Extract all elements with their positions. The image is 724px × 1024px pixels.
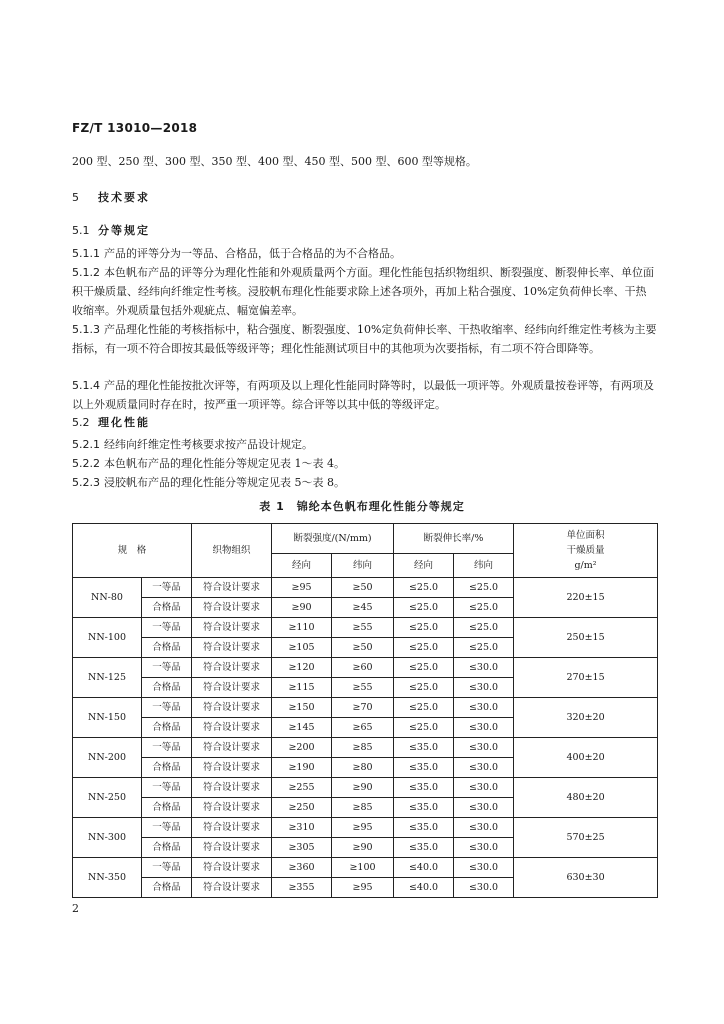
- cell-strength-weft: ≥50: [332, 578, 394, 598]
- section-number: 5.1: [72, 224, 90, 237]
- clause-text: 浸胶帆布产品的理化性能分等规定见表 5～表 8。: [104, 476, 345, 489]
- section-title: 技术要求: [98, 191, 150, 204]
- clause-5-2-2: [72, 454, 657, 473]
- cell-elongation-warp: ≤25.0: [394, 618, 454, 638]
- clause-text: 产品的理化性能按批次评等，有两项及以上理化性能同时降等时，以最低一项评等。外观质量按卷评等，有两项及以上外观质量同时存在时，按严重一项评等。综合评等以其中低的等级评定。: [72, 379, 654, 411]
- header-weave: 织物组织: [192, 524, 272, 578]
- cell-strength-warp: ≥105: [272, 638, 332, 658]
- clause-text: 产品理化性能的考核指标中，粘合强度、断裂强度、10%定负荷伸长率、干热收缩率、经纬向纤维定性考核为主要指标，有一项不符合即按其最低等级评等；理化性能测试项目中的其他项为次要指标，有二项不符合即降等。: [72, 323, 657, 355]
- cell-elongation-warp: ≤25.0: [394, 718, 454, 738]
- table-row: [73, 658, 658, 678]
- cell-strength-weft: ≥55: [332, 678, 394, 698]
- cell-weave: 符合设计要求: [192, 598, 272, 618]
- cell-elongation-warp: ≤35.0: [394, 738, 454, 758]
- section-5-1-heading: [72, 222, 150, 238]
- cell-strength-weft: ≥90: [332, 778, 394, 798]
- header-elongation-weft: 纬向: [454, 554, 514, 578]
- cell-elongation-weft: ≤30.0: [454, 658, 514, 678]
- cell-elongation-warp: ≤35.0: [394, 778, 454, 798]
- cell-weave: 符合设计要求: [192, 858, 272, 878]
- cell-mass: 320±20: [514, 698, 658, 738]
- clause-5-1-1: [72, 244, 657, 263]
- cell-strength-warp: ≥360: [272, 858, 332, 878]
- table-row: [73, 578, 658, 598]
- cell-strength-weft: ≥60: [332, 658, 394, 678]
- cell-grade: 合格品: [142, 758, 192, 778]
- clause-text: 经纬向纤维定性考核要求按产品设计规定。: [104, 438, 313, 451]
- cell-strength-warp: ≥255: [272, 778, 332, 798]
- cell-elongation-weft: ≤30.0: [454, 878, 514, 898]
- cell-grade: 合格品: [142, 678, 192, 698]
- cell-spec: NN-100: [73, 618, 142, 658]
- section-number: 5.2: [72, 416, 90, 429]
- cell-elongation-warp: ≤35.0: [394, 758, 454, 778]
- cell-strength-weft: ≥85: [332, 738, 394, 758]
- clause-5-1-4: [72, 376, 657, 414]
- table-row: [73, 738, 658, 758]
- cell-weave: 符合设计要求: [192, 758, 272, 778]
- cell-strength-warp: ≥90: [272, 598, 332, 618]
- cell-elongation-weft: ≤30.0: [454, 758, 514, 778]
- section-5-2-heading: [72, 414, 150, 430]
- cell-grade: 合格品: [142, 798, 192, 818]
- cell-elongation-weft: ≤25.0: [454, 578, 514, 598]
- table-row: [73, 778, 658, 798]
- clause-number: 5.2.2: [72, 457, 100, 470]
- section-number: 5: [72, 191, 79, 204]
- cell-spec: NN-250: [73, 778, 142, 818]
- cell-mass: 480±20: [514, 778, 658, 818]
- cell-strength-weft: ≥95: [332, 878, 394, 898]
- cell-mass: 270±15: [514, 658, 658, 698]
- cell-weave: 符合设计要求: [192, 738, 272, 758]
- cell-weave: 符合设计要求: [192, 778, 272, 798]
- clause-number: 5.1.2: [72, 266, 100, 279]
- section-title: 理化性能: [98, 416, 150, 429]
- header-spec: 规 格: [73, 524, 192, 578]
- cell-elongation-weft: ≤30.0: [454, 678, 514, 698]
- cell-strength-weft: ≥95: [332, 818, 394, 838]
- section-title: 分等规定: [98, 224, 150, 237]
- intro-line: 200 型、250 型、300 型、350 型、400 型、450 型、500 型、600 型等规格。: [72, 155, 477, 168]
- cell-strength-weft: ≥70: [332, 698, 394, 718]
- cell-strength-warp: ≥310: [272, 818, 332, 838]
- clause-number: 5.2.3: [72, 476, 100, 489]
- table-row: [73, 618, 658, 638]
- clause-number: 5.1.3: [72, 323, 100, 336]
- cell-mass: 220±15: [514, 578, 658, 618]
- cell-strength-warp: ≥305: [272, 838, 332, 858]
- cell-weave: 符合设计要求: [192, 638, 272, 658]
- cell-elongation-weft: ≤30.0: [454, 718, 514, 738]
- cell-strength-weft: ≥55: [332, 618, 394, 638]
- clause-number: 5.1.1: [72, 247, 100, 260]
- header-mass-line-2: 干燥质量: [566, 545, 605, 556]
- cell-grade: 合格品: [142, 838, 192, 858]
- cell-grade: 一等品: [142, 858, 192, 878]
- cell-elongation-weft: ≤25.0: [454, 638, 514, 658]
- cell-mass: 570±25: [514, 818, 658, 858]
- cell-grade: 一等品: [142, 618, 192, 638]
- cell-elongation-warp: ≤25.0: [394, 678, 454, 698]
- cell-strength-warp: ≥355: [272, 878, 332, 898]
- cell-strength-weft: ≥45: [332, 598, 394, 618]
- header-mass-unit: g/m²: [574, 560, 597, 571]
- cell-grade: 合格品: [142, 638, 192, 658]
- clause-text: 本色帆布产品的评等分为理化性能和外观质量两个方面。理化性能包括织物组织、断裂强度、断裂伸长率、单位面积干燥质量、经纬向纤维定性考核。浸胶帆布理化性能要求除上述各项外，再加上粘合强度、10%定负荷伸长率、干热收缩率。外观质量包括外观疵点、幅宽偏差率。: [72, 266, 654, 317]
- cell-strength-weft: ≥50: [332, 638, 394, 658]
- cell-strength-warp: ≥250: [272, 798, 332, 818]
- header-strength: 断裂强度/(N/mm): [272, 524, 394, 554]
- cell-strength-weft: ≥80: [332, 758, 394, 778]
- cell-elongation-weft: ≤30.0: [454, 738, 514, 758]
- clause-number: 5.2.1: [72, 438, 100, 451]
- cell-mass: 400±20: [514, 738, 658, 778]
- cell-grade: 一等品: [142, 778, 192, 798]
- cell-spec: NN-125: [73, 658, 142, 698]
- cell-spec: NN-200: [73, 738, 142, 778]
- cell-weave: 符合设计要求: [192, 618, 272, 638]
- clause-5-1-3: [72, 320, 657, 358]
- header-strength-warp: 经向: [272, 554, 332, 578]
- header-strength-weft: 纬向: [332, 554, 394, 578]
- cell-elongation-weft: ≤30.0: [454, 778, 514, 798]
- cell-strength-weft: ≥90: [332, 838, 394, 858]
- cell-strength-weft: ≥65: [332, 718, 394, 738]
- cell-weave: 符合设计要求: [192, 698, 272, 718]
- cell-elongation-warp: ≤25.0: [394, 638, 454, 658]
- cell-weave: 符合设计要求: [192, 658, 272, 678]
- clause-5-2-3: [72, 473, 657, 492]
- cell-spec: NN-150: [73, 698, 142, 738]
- cell-strength-warp: ≥95: [272, 578, 332, 598]
- cell-spec: NN-80: [73, 578, 142, 618]
- cell-elongation-warp: ≤25.0: [394, 698, 454, 718]
- clause-5-2-1: [72, 435, 657, 454]
- cell-weave: 符合设计要求: [192, 818, 272, 838]
- cell-elongation-weft: ≤30.0: [454, 858, 514, 878]
- clause-5-1-2: [72, 263, 657, 320]
- cell-strength-warp: ≥110: [272, 618, 332, 638]
- cell-weave: 符合设计要求: [192, 718, 272, 738]
- cell-strength-warp: ≥145: [272, 718, 332, 738]
- cell-grade: 一等品: [142, 738, 192, 758]
- table-1: [72, 523, 658, 898]
- cell-strength-warp: ≥115: [272, 678, 332, 698]
- clause-text: 本色帆布产品的理化性能分等规定见表 1～表 4。: [104, 457, 345, 470]
- cell-grade: 一等品: [142, 658, 192, 678]
- cell-elongation-weft: ≤30.0: [454, 818, 514, 838]
- cell-weave: 符合设计要求: [192, 838, 272, 858]
- cell-grade: 一等品: [142, 698, 192, 718]
- cell-weave: 符合设计要求: [192, 798, 272, 818]
- cell-elongation-warp: ≤25.0: [394, 598, 454, 618]
- cell-mass: 250±15: [514, 618, 658, 658]
- table-row: [73, 858, 658, 878]
- header-mass: [514, 524, 658, 578]
- header-elongation-warp: 经向: [394, 554, 454, 578]
- section-5-heading: [72, 189, 150, 205]
- cell-spec: NN-300: [73, 818, 142, 858]
- header-elongation: 断裂伸长率/%: [394, 524, 514, 554]
- page-number: 2: [72, 902, 79, 915]
- cell-elongation-weft: ≤30.0: [454, 698, 514, 718]
- cell-elongation-weft: ≤25.0: [454, 618, 514, 638]
- cell-grade: 合格品: [142, 598, 192, 618]
- cell-weave: 符合设计要求: [192, 878, 272, 898]
- cell-elongation-weft: ≤30.0: [454, 798, 514, 818]
- header-mass-line-1: 单位面积: [566, 530, 605, 541]
- table-header-row: [73, 524, 658, 554]
- cell-elongation-warp: ≤40.0: [394, 858, 454, 878]
- cell-grade: 合格品: [142, 718, 192, 738]
- cell-elongation-warp: ≤25.0: [394, 578, 454, 598]
- cell-elongation-warp: ≤40.0: [394, 878, 454, 898]
- cell-weave: 符合设计要求: [192, 578, 272, 598]
- cell-elongation-warp: ≤25.0: [394, 658, 454, 678]
- cell-weave: 符合设计要求: [192, 678, 272, 698]
- cell-strength-warp: ≥120: [272, 658, 332, 678]
- cell-grade: 一等品: [142, 818, 192, 838]
- cell-strength-weft: ≥85: [332, 798, 394, 818]
- cell-strength-weft: ≥100: [332, 858, 394, 878]
- table-1-title: 表 1 锦纶本色帆布理化性能分等规定: [259, 500, 465, 513]
- cell-grade: 一等品: [142, 578, 192, 598]
- cell-strength-warp: ≥190: [272, 758, 332, 778]
- cell-elongation-warp: ≤35.0: [394, 798, 454, 818]
- cell-strength-warp: ≥150: [272, 698, 332, 718]
- cell-spec: NN-350: [73, 858, 142, 898]
- cell-elongation-warp: ≤35.0: [394, 818, 454, 838]
- standard-code: FZ/T 13010—2018: [72, 121, 198, 135]
- clause-number: 5.1.4: [72, 379, 100, 392]
- cell-elongation-warp: ≤35.0: [394, 838, 454, 858]
- cell-grade: 合格品: [142, 878, 192, 898]
- table-row: [73, 818, 658, 838]
- cell-strength-warp: ≥200: [272, 738, 332, 758]
- cell-elongation-weft: ≤30.0: [454, 838, 514, 858]
- table-row: [73, 698, 658, 718]
- cell-elongation-weft: ≤25.0: [454, 598, 514, 618]
- cell-mass: 630±30: [514, 858, 658, 898]
- clause-text: 产品的评等分为一等品、合格品，低于合格品的为不合格品。: [104, 247, 401, 260]
